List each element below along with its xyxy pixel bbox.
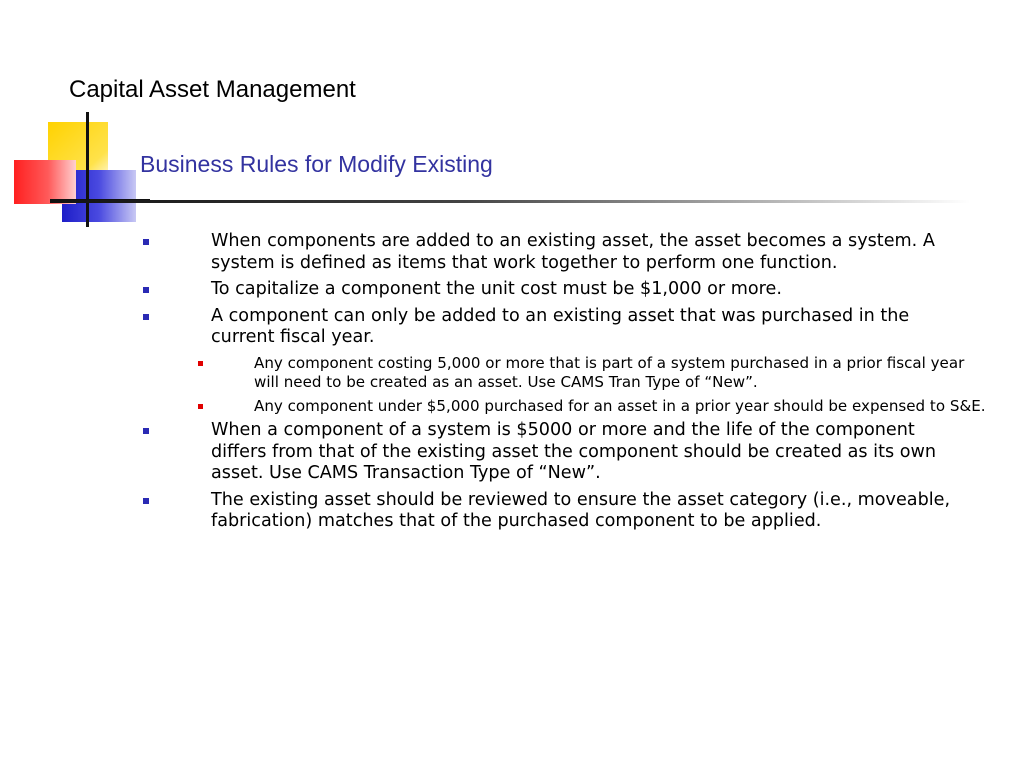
square-bullet-icon <box>143 287 149 293</box>
bullet-item <box>0 420 1024 485</box>
square-bullet-icon <box>143 314 149 320</box>
bullet-list <box>0 231 1024 538</box>
bullet-item <box>0 279 1024 301</box>
decorative-squares-logo-icon <box>0 108 150 233</box>
bullet-text: To capitalize a component the unit cost must be $1,000 or more. <box>211 279 782 299</box>
sub-bullet-text: Any component under $5,000 purchased for an asset in a prior year should be expensed to S&E. <box>254 396 986 415</box>
bullet-text: The existing asset should be reviewed to ensure the asset category (i.e., moveable, fabrication) matches that of the purchased component to be applied. <box>211 489 951 531</box>
square-bullet-icon <box>143 428 149 434</box>
bullet-item <box>0 231 1024 274</box>
red-square-bullet-icon <box>198 361 203 366</box>
title-divider <box>50 200 970 203</box>
sub-bullet-item <box>0 354 1024 393</box>
slide-title: Business Rules for Modify Existing <box>140 151 493 177</box>
bullet-item <box>0 306 1024 349</box>
sub-bullet-list <box>0 354 1024 417</box>
sub-bullet-group <box>0 354 1024 417</box>
header-title: Capital Asset Management <box>69 76 356 103</box>
bullet-text: A component can only be added to an existing asset that was purchased in the current fiscal year. <box>211 305 910 347</box>
square-bullet-icon <box>143 239 149 245</box>
logo-vertical-line <box>86 112 89 227</box>
bullet-item <box>0 490 1024 533</box>
sub-bullet-item <box>0 397 1024 417</box>
square-bullet-icon <box>143 498 149 504</box>
logo-red-square <box>14 160 76 204</box>
sub-bullet-text: Any component costing 5,000 or more that is part of a system purchased in a prior fiscal year will need to be created as an asset. Use CAMS Tran Type of “New”. <box>254 353 965 391</box>
bullet-text: When components are added to an existing asset, the asset becomes a system. A system is defined as items that work together to perform one function. <box>211 231 935 273</box>
bullet-text: When a component of a system is $5000 or more and the life of the component differs from that of the existing asset the component should be created as its own asset. Use CAMS Transaction Type of “New”. <box>211 420 937 483</box>
red-square-bullet-icon <box>198 404 203 409</box>
